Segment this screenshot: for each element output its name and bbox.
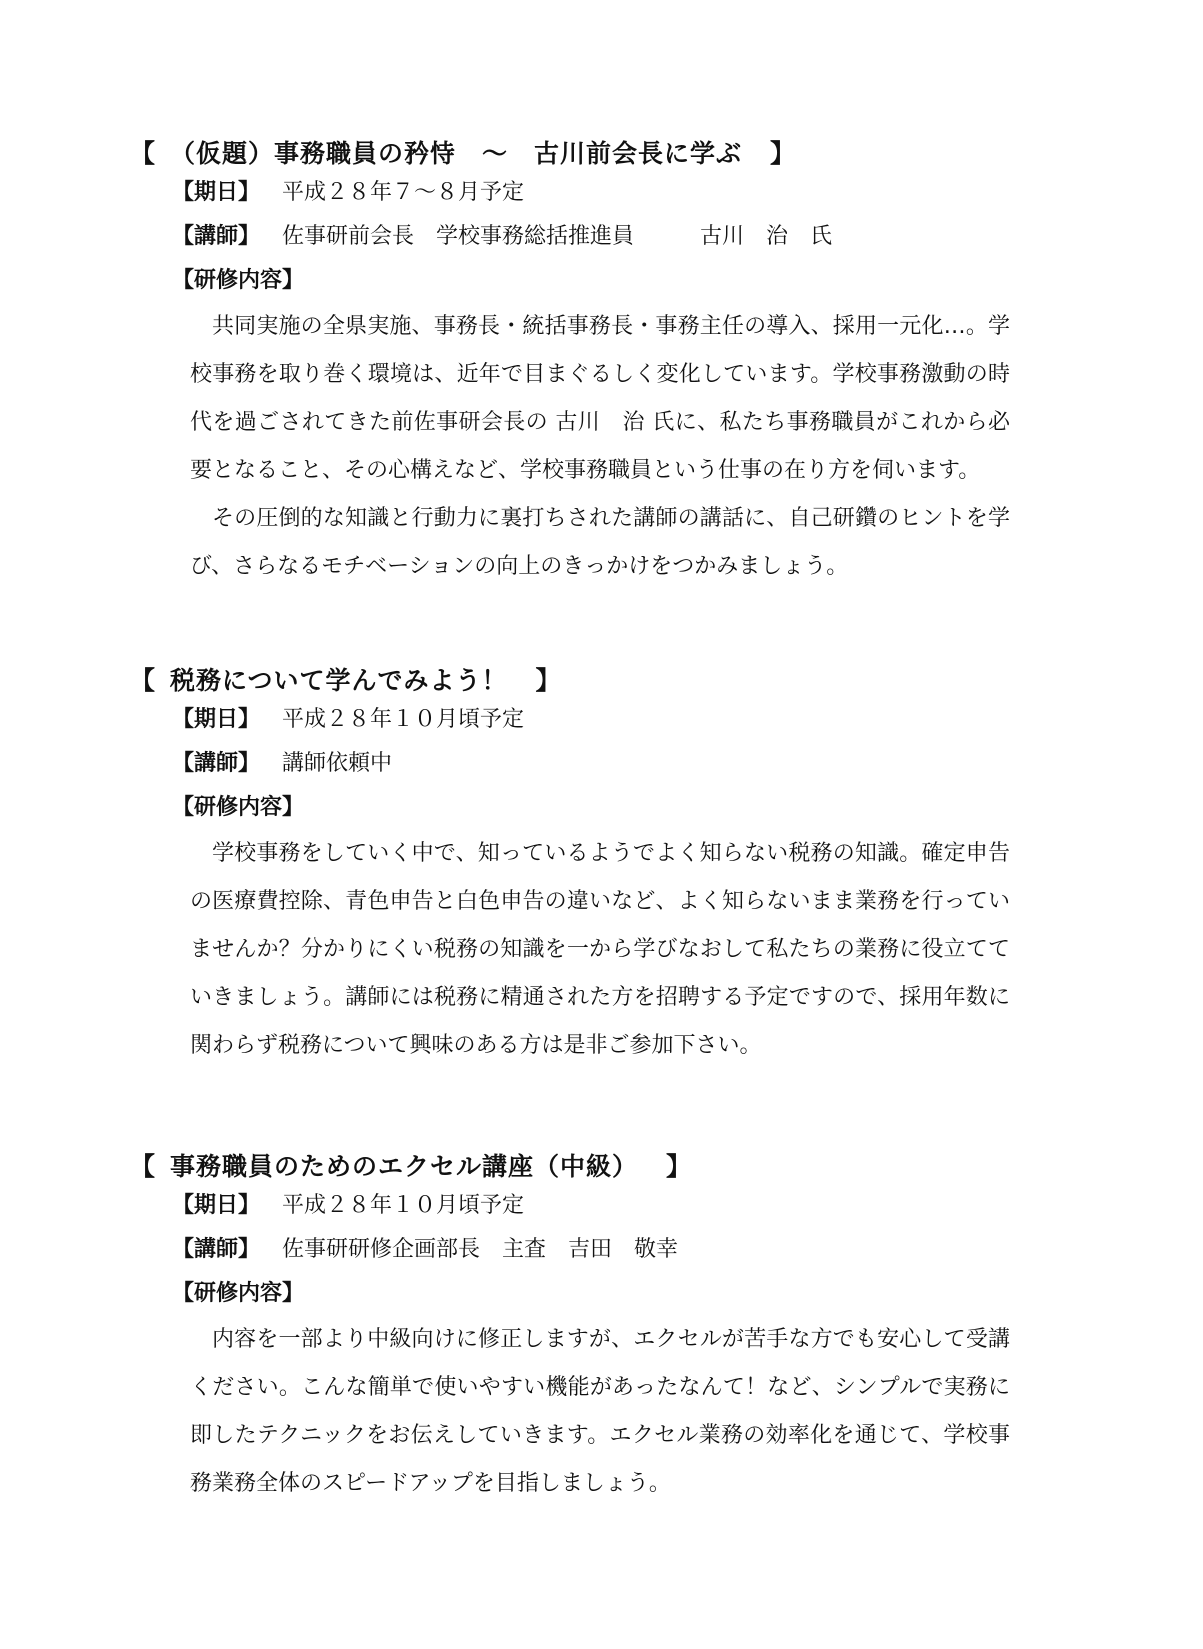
content-paragraph: 学校事務をしていく中で、知っているようでよく知らない税務の知識。確定申告の医療費控除、青色申告と白色申告の違いなど、よく知らないまま業務を行っていませんか？分かりにくい税務の知識を一から学びなおして私たちの業務に役立てていきましょう。講師には税務に精通された方を招聘する予定ですので、採用年数に関わらず税務について興味のある方は是非ご参加下さい。 — [190, 841, 1010, 1058]
section-title — [130, 664, 1030, 698]
date-row — [172, 698, 1030, 742]
lecturer-row — [172, 1228, 1030, 1272]
title-bracket-close: 】 — [666, 1152, 693, 1181]
lecturer-label: 【講師】 — [172, 751, 261, 776]
title-text: （仮題）事務職員の矜恃 ～ 古川前会長に学ぶ — [170, 139, 743, 168]
content-body — [190, 830, 1010, 1070]
title-bracket-close: 】 — [770, 139, 797, 168]
seminar-section-3 — [130, 1150, 1030, 1508]
content-paragraph: その圧倒的な知識と行動力に裏打ちされた講師の講話に、自己研鑽のヒントを学び、さらなるモチベーションの向上のきっかけをつかみましょう。 — [190, 506, 1010, 579]
title-bracket-open: 【 — [130, 666, 157, 695]
lecturer-row — [172, 215, 1030, 259]
content-label: 【研修内容】 — [172, 795, 305, 820]
date-label: 【期日】 — [172, 180, 261, 205]
lecturer-value: 佐事研前会長 学校事務総括推進員 古川 治 氏 — [282, 224, 833, 249]
content-body — [190, 303, 1010, 591]
lecturer-row — [172, 742, 1030, 786]
date-value: 平成２８年１０月頃予定 — [282, 707, 525, 732]
title-bracket-close: 】 — [535, 666, 562, 695]
content-label: 【研修内容】 — [172, 268, 305, 293]
section-title — [130, 137, 1030, 171]
date-row — [172, 1184, 1030, 1228]
section-title — [130, 1150, 1030, 1184]
title-text: 事務職員のためのエクセル講座（中級） — [170, 1152, 639, 1181]
title-text: 税務について学んでみよう！ — [170, 666, 508, 695]
seminar-section-2 — [130, 664, 1030, 1070]
seminar-section-1 — [130, 137, 1030, 591]
lecturer-value: 佐事研研修企画部長 主査 吉田 敬幸 — [282, 1237, 679, 1262]
date-label: 【期日】 — [172, 707, 261, 732]
date-value: 平成２８年７～８月予定 — [282, 180, 525, 205]
content-paragraph: 共同実施の全県実施、事務長・統括事務長・事務主任の導入、採用一元化…。学校事務を取り巻く環境は、近年で目まぐるしく変化しています。学校事務激動の時代を過ごされてきた前佐事研会長の 古川 治 氏に、私たち事務職員がこれから必要となること、その心構えなど、学校事務職員という仕事の在り方を伺います。 — [190, 314, 1010, 483]
content-label: 【研修内容】 — [172, 1281, 305, 1306]
lecturer-label: 【講師】 — [172, 1237, 261, 1262]
title-bracket-open: 【 — [130, 1152, 157, 1181]
title-bracket-open: 【 — [130, 139, 157, 168]
date-row — [172, 171, 1030, 215]
lecturer-label: 【講師】 — [172, 224, 261, 249]
content-body — [190, 1316, 1010, 1508]
date-value: 平成２８年１０月頃予定 — [282, 1193, 525, 1218]
date-label: 【期日】 — [172, 1193, 261, 1218]
content-paragraph: 内容を一部より中級向けに修正しますが、エクセルが苦手な方でも安心して受講ください。こんな簡単で使いやすい機能があったなんて！など、シンプルで実務に即したテクニックをお伝えしていきます。エクセル業務の効率化を通じて、学校事務業務全体のスピードアップを目指しましょう。 — [190, 1327, 1010, 1496]
lecturer-value: 講師依頼中 — [282, 751, 393, 776]
